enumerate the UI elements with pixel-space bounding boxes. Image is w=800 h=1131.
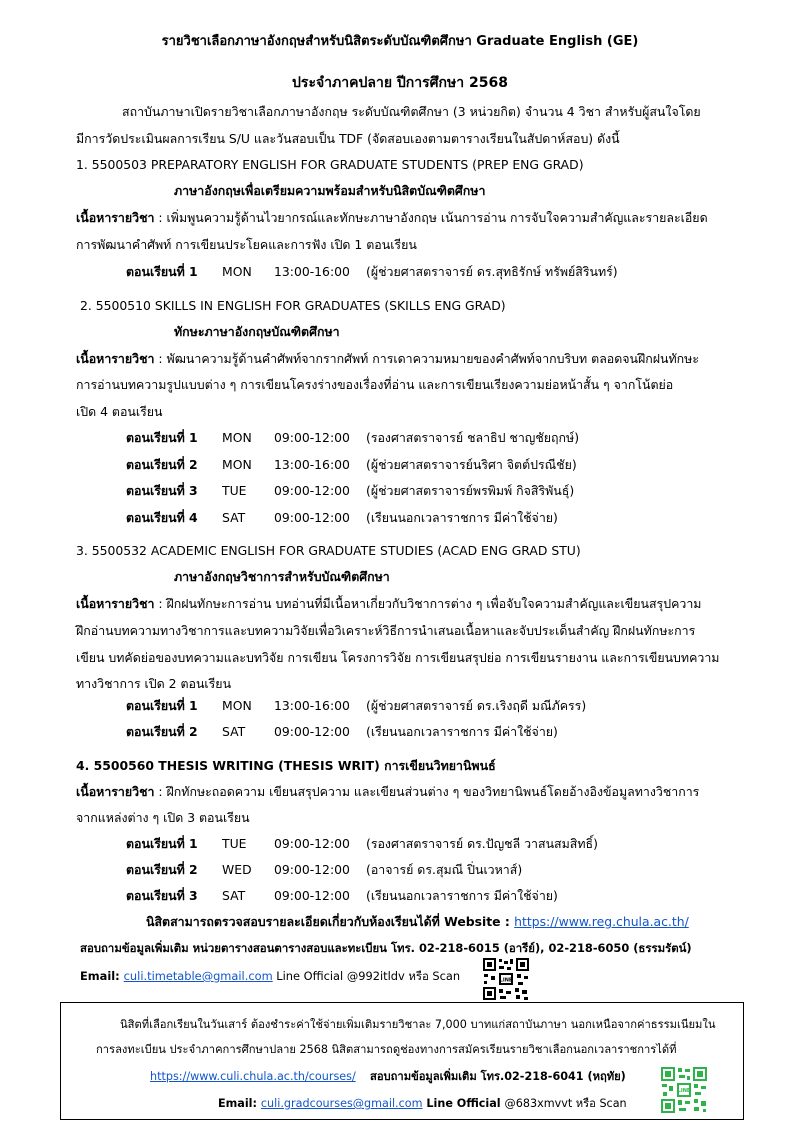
course-2-thai-name: ทักษะภาษาอังกฤษบัณฑิตศึกษา [174,324,340,339]
content-label: เนื้อหารายวิชา [76,210,155,225]
notice-qr-code-icon[interactable] [660,1066,708,1114]
course-3-section-2: ตอนเรียนที่ 2 SAT 09:00-12:00 (เรียนนอกเวลาราชการ มีค่าใช้จ่าย) [126,724,558,739]
intro-line-2: มีการวัดประเมินผลการเรียน S/U และวันสอบเป็น TDF (จัดสอบเองตามตารางเรียนในสัปดาห์สอบ) ดังนี้ [76,131,620,146]
website-link[interactable]: https://www.reg.chula.ac.th/ [514,914,689,929]
course-4-code: 4. 5500560 THESIS WRITING (THESIS WRIT) การเขียนวิทยานิพนธ์ [76,758,496,773]
intro-line-1: สถาบันภาษาเปิดรายวิชาเลือกภาษาอังกฤษ ระดับบัณฑิตศึกษา (3 หน่วยกิต) จำนวน 4 วิชา สำหรับผู้สนใจโดย [122,104,701,119]
course-1-desc-1: เนื้อหารายวิชา : เพิ่มพูนความรู้ด้านไวยากรณ์และทักษะภาษาอังกฤษ เน้นการอ่าน การจับใจความสำคัญและรายละเอียด [76,210,708,225]
content-label: เนื้อหารายวิชา [76,351,155,366]
course-3-desc-1: เนื้อหารายวิชา : ฝึกฝนทักษะการอ่าน บทอ่านที่มีเนื้อหาเกี่ยวกับวิชาการต่าง ๆ เพื่อจับใจความสำคัญและเขียนสรุปความ [76,596,702,611]
course-3-section-1: ตอนเรียนที่ 1 MON 13:00-16:00 (ผู้ช่วยศาสตราจารย์ ดร.เริงฤดี มณีภัครร) [126,698,587,713]
course-2-section-2: ตอนเรียนที่ 2 MON 13:00-16:00 (ผู้ช่วยศาสตราจารย์นริศา จิตต์ปรณีชัย) [126,457,577,472]
course-3-desc-2: ฝึกอ่านบทความทางวิชาการและบทความวิจัยเพื่อวิเคราะห์วิธีการนำเสนอเนื้อหาและจับประเด็นสำคัญ ฝึกฝนทักษะการ [76,623,696,638]
content-label: เนื้อหารายวิชา [76,596,155,611]
course-2-section-1: ตอนเรียนที่ 1 MON 09:00-12:00 (รองศาสตราจารย์ ชลาธิป ชาญชัยฤกษ์) [126,430,580,445]
gradcourses-email-link[interactable]: culi.gradcourses@gmail.com [260,1097,423,1110]
timetable-email-link[interactable]: culi.timetable@gmail.com [123,969,273,983]
course-1-code: 1. 5500503 PREPARATORY ENGLISH FOR GRADUATE STUDENTS (PREP ENG GRAD) [76,157,584,172]
course-3-thai-name: ภาษาอังกฤษวิชาการสำหรับบัณฑิตศึกษา [174,569,390,584]
course-3-desc-4: ทางวิชาการ เปิด 2 ตอนเรียน [76,676,232,691]
course-4-section-3: ตอนเรียนที่ 3 SAT 09:00-12:00 (เรียนนอกเวลาราชการ มีค่าใช้จ่าย) [126,888,558,903]
course-2-desc-3: เปิด 4 ตอนเรียน [76,404,163,419]
course-4-section-2: ตอนเรียนที่ 2 WED 09:00-12:00 (อาจารย์ ดร.สุมณี ปิ่นเวหาส์) [126,862,523,877]
course-2-section-3: ตอนเรียนที่ 3 TUE 09:00-12:00 (ผู้ช่วยศาสตราจารย์พรพิมพ์ กิจสิริพันธุ์) [126,483,575,498]
course-2-code: 2. 5500510 SKILLS IN ENGLISH FOR GRADUATES (SKILLS ENG GRAD) [80,298,506,313]
course-3-code: 3. 5500532 ACADEMIC ENGLISH FOR GRADUATE STUDIES (ACAD ENG GRAD STU) [76,543,581,558]
website-line: นิสิตสามารถตรวจสอบรายละเอียดเกี่ยวกับห้องเรียนได้ที่ Website : https://www.reg.chula.ac.th/ [146,914,689,929]
course-4-desc-1: เนื้อหารายวิชา : ฝึกทักษะถอดความ เขียนสรุปความ และเขียนส่วนต่าง ๆ ของวิทยานิพนธ์โดยอ้างอิงข้อมูลทางวิชาการ [76,784,700,799]
course-1-desc-2: การพัฒนาคำศัพท์ การเขียนประโยคและการฟัง เปิด 1 ตอนเรียน [76,237,417,252]
svg-text:LINE: LINE [499,977,513,984]
svg-text:LINE: LINE [677,1088,691,1094]
document-title: รายวิชาเลือกภาษาอังกฤษสำหรับนิสิตระดับบัณฑิตศึกษา Graduate English (GE) [161,34,639,49]
notice-line-2: การลงทะเบียน ประจำภาคการศึกษาปลาย 2568 นิสิตสามารถดูช่องทางการสมัครเรียนรายวิชาเลือกนอกเวลาราชการได้ที่ [96,1043,677,1056]
notice-line-1: นิสิตที่เลือกเรียนในวันเสาร์ ต้องชำระค่าใช้จ่ายเพิ่มเติมรายวิชาละ 7,000 บาทแก่สถาบันภาษา นอกเหนือจากค่าธรรมเนียมใน [120,1018,716,1031]
term-heading: ประจำภาคปลาย ปีการศึกษา 2568 [292,75,508,91]
course-4-desc-2: จากแหล่งต่าง ๆ เปิด 3 ตอนเรียน [76,810,250,825]
line-qr-code-icon[interactable] [482,957,530,1001]
course-2-desc-2: การอ่านบทความรูปแบบต่าง ๆ การเขียนโครงร่างของเรื่องที่อ่าน และการเขียนเรียงความย่อหน้าสั้น ๆ จากโน้ตย่อ [76,377,674,392]
course-2-desc-1: เนื้อหารายวิชา : พัฒนาความรู้ด้านคำศัพท์จากรากศัพท์ การเดาความหมายของคำศัพท์จากบริบท ตลอดจนฝึกฝนทักษะ [76,351,699,366]
courses-link[interactable]: https://www.culi.chula.ac.th/courses/ [150,1070,356,1083]
content-label: เนื้อหารายวิชา [76,784,155,799]
course-1-section-1: ตอนเรียนที่ 1 MON 13:00-16:00 (ผู้ช่วยศาสตราจารย์ ดร.สุทธิรักษ์ ทรัพย์สิรินทร์) [126,264,618,279]
course-1-thai-name: ภาษาอังกฤษเพื่อเตรียมความพร้อมสำหรับนิสิตบัณฑิตศึกษา [174,183,486,198]
timetable-email-line: Email: culi.timetable@gmail.com Line Official @992itldv หรือ Scan [80,969,461,983]
course-3-desc-3: เขียน บทคัดย่อของบทความและบทวิจัย การเขียน โครงการวิจัย การเขียนสรุปย่อ การเขียนรายงาน และการเขียนบทความ [76,650,720,665]
course-4-section-1: ตอนเรียนที่ 1 TUE 09:00-12:00 (รองศาสตราจารย์ ดร.ปัญชลี วาสนสมสิทธิ์) [126,836,598,851]
course-2-section-4: ตอนเรียนที่ 4 SAT 09:00-12:00 (เรียนนอกเวลาราชการ มีค่าใช้จ่าย) [126,510,558,525]
notice-line-3: https://www.culi.chula.ac.th/courses/ สอบถามข้อมูลเพิ่มเติม โทร.02-218-6041 (หฤทัย) [150,1070,626,1083]
timetable-contact: สอบถามข้อมูลเพิ่มเติม หน่วยตารางสอนตารางสอบและทะเบียน โทร. 02-218-6015 (อารีย์), 02-218-6050 (ธรรมรัตน์) [80,941,692,955]
notice-email-line: Email: culi.gradcourses@gmail.com Line Official @683xmvvt หรือ Scan [218,1097,627,1110]
